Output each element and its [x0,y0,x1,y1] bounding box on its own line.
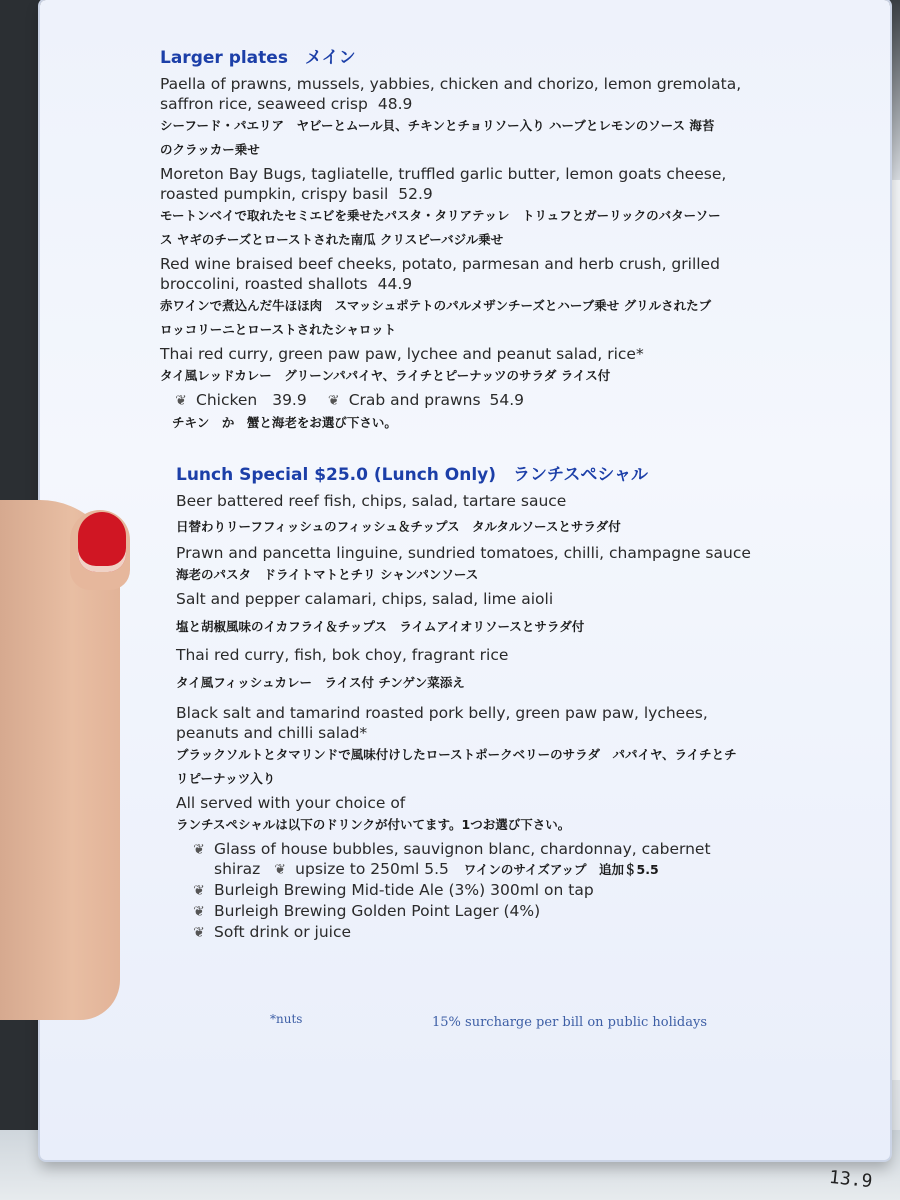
drink-soft-text: Soft drink or juice [214,923,352,941]
footer-surcharge-note: 15% surcharge per bill on public holidays [432,1015,708,1030]
item-japanese: 赤ワインで煮込んだ牛ほほ肉 スマッシュポテトのパルメザンチーズとハーブ乗せ グリルされたブ [160,298,712,313]
lunch-item-japanese: ブラックソルトとタマリンドで風味付けしたローストポークベリーのサラダ パパイヤ、ライチとチ [176,747,737,762]
lunch-item-japanese: 海老のパスタ ドライトマトとチリ シャンパンソース [176,567,479,582]
lunch-item-japanese: 日替わりリーフフィッシュのフィッシュ＆チップス タルタルソースとサラダ付 [176,519,621,534]
shell-icon: ❦ [193,842,205,858]
lunch-item-japanese: タイ風フィッシュカレー ライス付 チンゲン菜添え [176,675,465,690]
item-japanese: シーフード・パエリア ヤビーとムール貝、チキンとチョリソー入り ハーブとレモンのソース 海苔 [160,118,715,133]
item-description-cont: broccolini, roasted shallots [160,275,368,293]
drink-upsize: upsize to 250ml 5.5 [295,860,449,878]
drink-wine-line2 [214,859,711,880]
option-price: 54.9 [489,391,525,409]
shell-icon: ❦ [274,862,287,878]
drink-ale-text: Burleigh Brewing Mid-tide Ale (3%) 300ml on tap [214,881,594,899]
lunch-item-japanese-cont: リピーナッツ入り [176,771,276,786]
item-japanese-cont: ス ヤギのチーズとローストされた南瓜 クリスピーバジル乗せ [160,232,504,247]
item-description-line2 [160,184,820,204]
drink-wine-shiraz: shiraz [214,860,261,878]
drink-option-soft [190,922,820,943]
drink-upsize-japanese: ワインのサイズアップ 追加＄5.5 [463,862,659,877]
section-spacer [160,437,820,465]
lunch-item-pork-belly: Black salt and tamarind roasted pork belly, green paw paw, lychees, [176,704,708,722]
drink-option-ale [190,880,820,901]
option-price: 39.9 [272,391,307,409]
shell-icon: ❦ [327,393,340,409]
item-description: Moreton Bay Bugs, tagliatelle, truffled garlic butter, lemon goats cheese, [160,165,727,183]
drink-option-wine-text [214,839,711,880]
item-description: Thai red curry, green paw paw, lychee and peanut salad, rice* [160,345,644,363]
item-description-line2 [160,94,820,114]
item-japanese-choice: チキン か 蟹と海老をお選び下さい。 [172,415,397,430]
item-description-line2 [160,274,820,294]
drink-option-wine [190,839,820,880]
drink-choice-intro: All served with your choice of [176,794,406,812]
item-japanese-cont: ロッコリーニとローストされたシャロット [160,322,397,337]
item-description: Paella of prawns, mussels, yabbies, chicken and chorizo, lemon gremolata, [160,75,742,93]
drink-lager-text: Burleigh Brewing Golden Point Lager (4%) [214,902,541,920]
background-price: 13.9 [827,1166,873,1193]
footer-nuts-note: *nuts [270,1012,303,1026]
option-label: Crab and prawns [348,391,481,409]
menu-content [160,48,820,943]
lunch-item-fish-chips: Beer battered reef fish, chips, salad, tartare sauce [176,492,567,510]
lunch-item-calamari: Salt and pepper calamari, chips, salad, lime aioli [176,590,554,608]
section-title-lunch-special: Lunch Special $25.0 (Lunch Only) ランチスペシャル [176,465,649,485]
item-description-cont: saffron rice, seaweed crisp [160,95,368,113]
item-japanese: モートンベイで取れたセミエビを乗せたパスタ・タリアテッレ トリュフとガーリックのバターソー [160,208,721,223]
shell-icon: ❦ [175,393,187,409]
item-description-cont: roasted pumpkin, crispy basil [160,185,389,203]
menu-item-paella [160,74,820,160]
drink-option-lager [190,901,820,922]
painted-nail [78,512,126,572]
item-price: 48.9 [377,95,413,113]
lunch-item-pork-belly-cont: peanuts and chilli salad* [176,724,368,742]
drink-wine-line1: Glass of house bubbles, sauvignon blanc, chardonnay, cabernet [214,840,711,858]
option-chicken [172,390,307,411]
curry-options [172,390,820,411]
item-price: 52.9 [398,185,433,203]
menu-item-thai-red-curry [160,344,820,433]
shell-icon: ❦ [193,883,205,899]
option-label: Chicken [196,391,258,409]
item-description: Red wine braised beef cheeks, potato, parmesan and herb crush, grilled [160,255,720,273]
menu-item-moreton-bay-bugs [160,164,820,250]
lunch-item-japanese: 塩と胡椒風味のイカフライ＆チップス ライムアイオリソースとサラダ付 [176,619,585,634]
lunch-item-linguine: Prawn and pancetta linguine, sundried tomatoes, chilli, champagne sauce [176,544,751,562]
item-price: 44.9 [377,275,413,293]
section-title-larger-plates: Larger plates メイン [160,48,356,68]
item-japanese-cont: のクラッカー乗せ [160,142,260,157]
shell-icon: ❦ [193,925,205,941]
option-crab-prawns [325,390,524,411]
lunch-special-section [176,465,820,943]
menu-item-beef-cheeks [160,254,820,340]
lunch-item-curry: Thai red curry, fish, bok choy, fragrant rice [176,646,509,664]
shell-icon: ❦ [193,904,205,920]
drink-choice-intro-japanese: ランチスペシャルは以下のドリンクが付いてます。1つお選び下さい。 [176,817,571,832]
item-japanese: タイ風レッドカレー グリーンパパイヤ、ライチとピーナッツのサラダ ライス付 [160,368,611,383]
